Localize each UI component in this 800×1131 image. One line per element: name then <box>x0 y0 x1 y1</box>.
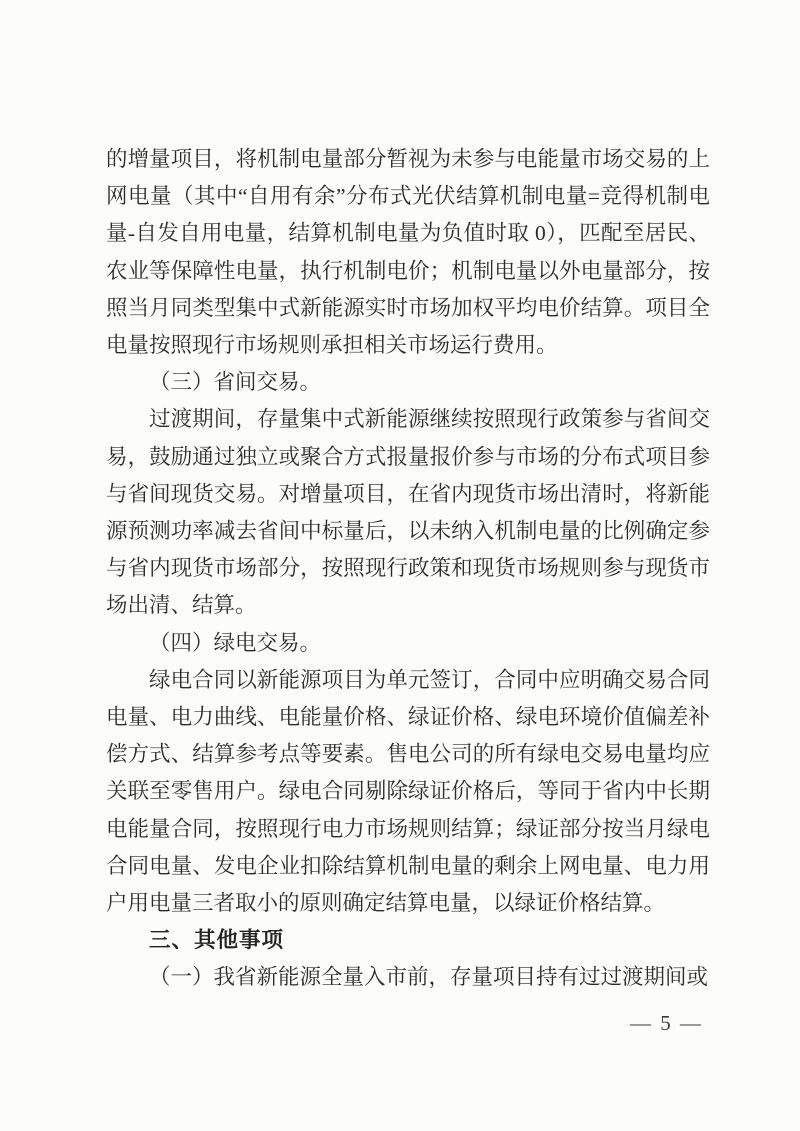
subsection-heading-3-interprovincial-trading: （三）省间交易。 <box>149 370 322 395</box>
body-paragraph-green-power-trading: 绿电合同以新能源项目为单元签订，合同中应明确交易合同电量、电力曲线、电能量价格、绿证价格、绿电环境价值偏差补偿方式、结算参考点等要素。售电公司的所有绿电交易电量均应关联至零售用户。绿电合同剔除绿证价格后，等同于省内中长期电能量合同，按照现行电力市场规则结算；绿证部分按当月绿电合同电量、发电企业扣除结算机制电量的剩余上网电量、电力用户用电量三者取小的原则确定结算电量，以绿证价格结算。 <box>106 667 710 916</box>
body-paragraph-continuation: 的增量项目，将机制电量部分暂视为未参与电能量市场交易的上网电量（其中“自用有余”分布式光伏结算机制电量=竞得机制电量-自发自用电量，结算机制电量为负值时取 0），匹配至居民、农业等保障性电量，执行机制电价；机制电量以外电量部分，按照当月同类型集中式新能源实时市场加权平均电价结算。项目全电量按照现行市场规则承担相关市场运行费用。 <box>106 147 710 358</box>
document-body <box>106 141 710 997</box>
body-paragraph-interprovincial-trading: 过渡期间，存量集中式新能源继续按照现行政策参与省间交易，鼓励通过独立或聚合方式报量报价参与市场的分布式项目参与省间现货交易。对增量项目，在省内现货市场出清时，将新能源预测功率减去省间中标量后，以未纳入机制电量的比例确定参与省内现货市场部分，按照现行政策和现货市场规则参与现货市场出清、结算。 <box>106 407 710 618</box>
page-number: — 5 — <box>630 1011 703 1035</box>
body-paragraph-item-1: （一）我省新能源全量入市前，存量项目持有过过渡期间或 <box>149 965 709 990</box>
section-heading-other-matters: 三、其他事项 <box>149 928 285 953</box>
subsection-heading-4-green-power-trading: （四）绿电交易。 <box>149 630 322 655</box>
